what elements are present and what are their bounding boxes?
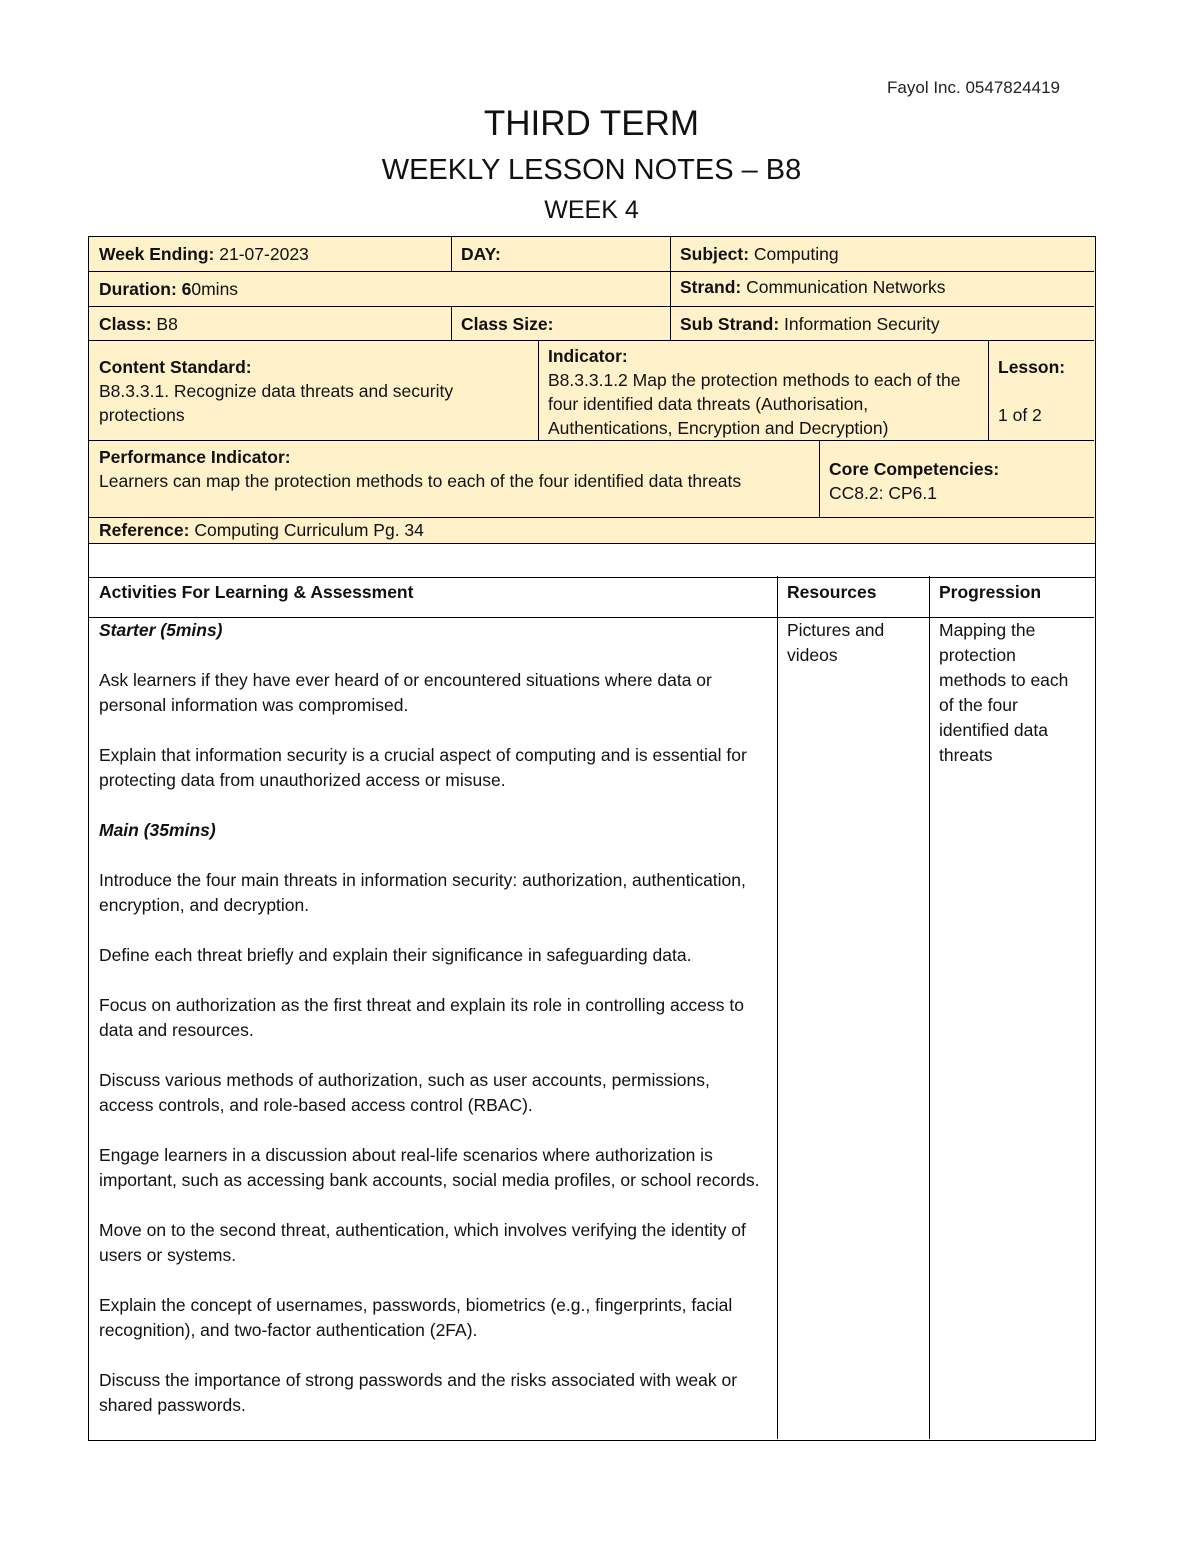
subject-value: Computing — [753, 244, 839, 264]
starter-paragraph-2: Explain that information security is a crucial aspect of computing and is essential for protecting data from unauthorized access or misuse. — [99, 745, 747, 790]
term-title: THIRD TERM — [483, 104, 700, 143]
main-paragraph-2: Define each threat briefly and explain their significance in safeguarding data. — [99, 945, 692, 965]
core-value: CC8.2: CP6.1 — [829, 483, 937, 503]
strand-cell — [670, 271, 1094, 303]
main-paragraph-3: Focus on authorization as the first threat and explain its role in controlling access to data and resources. — [99, 995, 744, 1040]
class-size-cell — [451, 308, 670, 340]
activities-content — [89, 618, 777, 1447]
spacer-row — [88, 542, 1096, 578]
subject-cell — [670, 238, 1094, 270]
indicator-cell — [538, 340, 988, 444]
main-paragraph-1: Introduce the four main threats in information security: authorization, authentication, encryption, and decryption. — [99, 870, 746, 915]
performance-label: Performance Indicator: — [99, 447, 291, 467]
progression-content: Mapping the protection methods to each of the four identified data threats — [939, 620, 1069, 765]
sub-strand-label: Sub Strand: — [680, 314, 780, 334]
reference-label: Reference: — [99, 520, 190, 540]
sub-strand-cell — [670, 308, 1094, 340]
starter-paragraph-1: Ask learners if they have ever heard of or encountered situations where data or personal information was compromised. — [99, 670, 712, 715]
class-value: B8 — [156, 314, 178, 334]
day-label: DAY: — [461, 244, 501, 264]
brand-contact: Fayol Inc. 0547824419 — [887, 78, 1060, 97]
duration-label: Duration: 6 — [99, 279, 192, 299]
core-competencies-cell — [819, 453, 1094, 509]
day-cell — [451, 238, 670, 270]
notes-title: WEEKLY LESSON NOTES – B8 — [381, 154, 802, 186]
performance-value: Learners can map the protection methods to each of the four identified data threats — [99, 471, 742, 491]
strand-label: Strand: — [680, 277, 742, 297]
lesson-cell — [988, 351, 1094, 431]
content-standard-value: B8.3.3.1. Recognize data threats and security protections — [99, 381, 454, 425]
lesson-label: Lesson: — [998, 357, 1066, 377]
lesson-value: 1 of 2 — [998, 405, 1042, 425]
main-heading: Main (35mins) — [99, 820, 216, 840]
content-standard-cell — [89, 351, 538, 431]
activities-table — [88, 576, 1096, 1441]
main-paragraph-8: Discuss the importance of strong passwords and the risks associated with weak or shared passwords. — [99, 1370, 738, 1415]
lesson-header-table — [88, 236, 1096, 544]
week-ending-cell — [89, 238, 451, 270]
indicator-value: B8.3.3.1.2 Map the protection methods to each of the four identified data threats (Authorisation, Authentications, Encryption and Decryption) — [548, 370, 961, 438]
duration-cell — [89, 273, 670, 305]
class-size-label: Class Size: — [461, 314, 554, 334]
progression-column-header: Progression — [939, 582, 1042, 602]
week-title: WEEK 4 — [544, 196, 639, 224]
indicator-label: Indicator: — [548, 346, 628, 366]
week-ending-value: 21-07-2023 — [219, 244, 309, 264]
content-standard-label: Content Standard: — [99, 357, 252, 377]
main-paragraph-4: Discuss various methods of authorization, such as user accounts, permissions, access controls, and role-based access control (RBAC). — [99, 1070, 710, 1115]
week-ending-label: Week Ending: — [99, 244, 215, 264]
core-label: Core Competencies: — [829, 459, 1000, 479]
main-paragraph-5: Engage learners in a discussion about real-life scenarios where authorization is important, such as accessing bank accounts, social media profiles, or school records. — [99, 1145, 760, 1190]
main-paragraph-7: Explain the concept of usernames, passwords, biometrics (e.g., fingerprints, facial recognition), and two-factor authentication (2FA). — [99, 1295, 733, 1340]
starter-heading: Starter (5mins) — [99, 620, 223, 640]
class-cell — [89, 308, 451, 340]
duration-value: 0mins — [191, 279, 239, 299]
strand-value: Communication Networks — [746, 277, 946, 297]
reference-value: Computing Curriculum Pg. 34 — [194, 520, 424, 540]
main-paragraph-6: Move on to the second threat, authentication, which involves verifying the identity of users or systems. — [99, 1220, 746, 1265]
sub-strand-value: Information Security — [784, 314, 940, 334]
class-label: Class: — [99, 314, 152, 334]
resources-content: Pictures and videos — [787, 620, 885, 665]
performance-indicator-cell — [89, 441, 819, 497]
activities-column-header: Activities For Learning & Assessment — [99, 582, 414, 602]
resources-column-header: Resources — [787, 582, 877, 602]
subject-label: Subject: — [680, 244, 750, 264]
